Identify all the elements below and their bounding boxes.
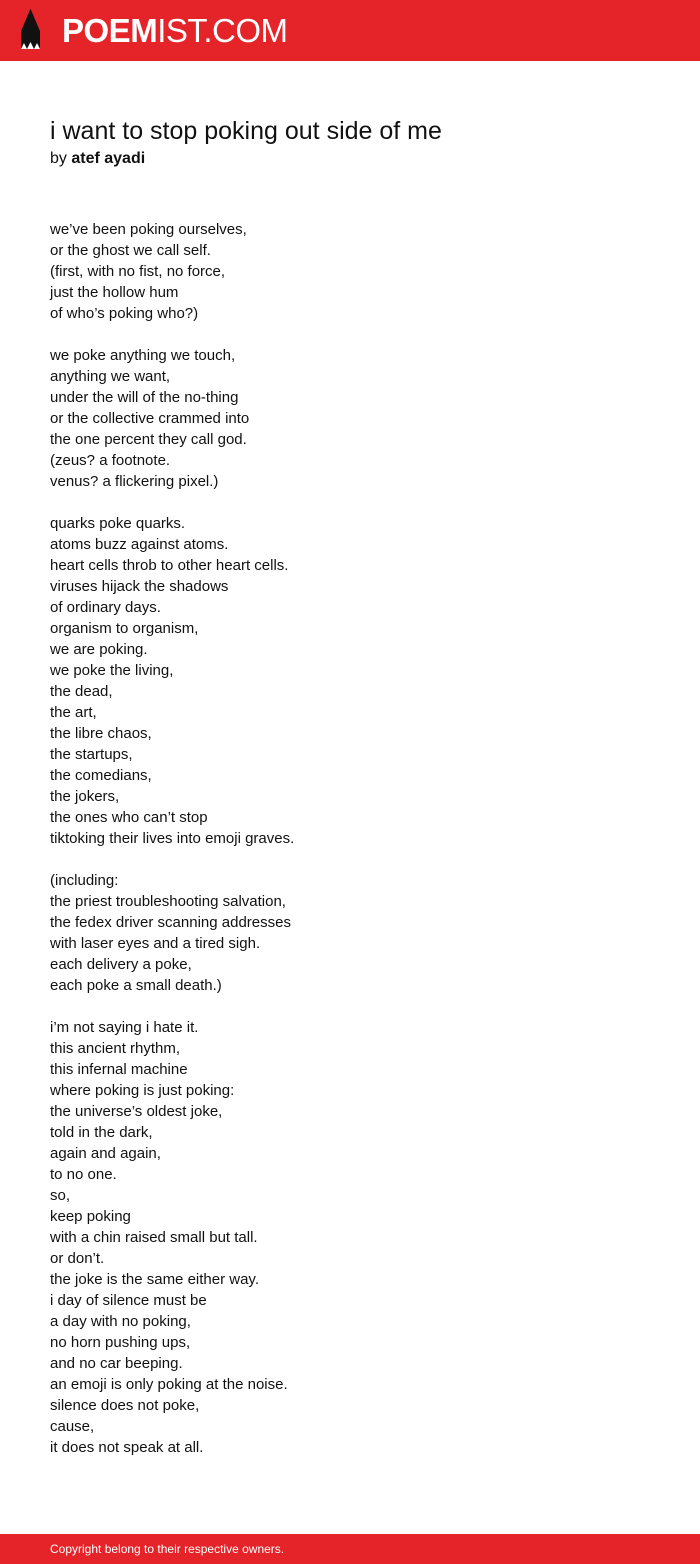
poem-line: we poke anything we touch, — [50, 347, 236, 364]
poem-line: the comedians, — [50, 767, 152, 784]
poem-stanza — [50, 219, 650, 324]
poem-line: the ones who can’t stop — [50, 809, 208, 826]
poem-line: organism to organism, — [50, 620, 199, 637]
poem-line: where poking is just poking: — [50, 1082, 235, 1099]
poem-line: of who’s poking who?) — [50, 305, 199, 322]
poem-line: i day of silence must be — [50, 1292, 207, 1309]
poem-line: with a chin raised small but tall. — [50, 1229, 258, 1246]
site-footer — [0, 1534, 700, 1564]
byline — [50, 148, 145, 170]
poem-line: this ancient rhythm, — [50, 1040, 181, 1057]
poem-line: heart cells throb to other heart cells. — [50, 557, 289, 574]
poem-body — [50, 219, 650, 1479]
poem-line: each delivery a poke, — [50, 956, 192, 973]
poem-line: or the ghost we call self. — [50, 242, 211, 259]
poem-line: we poke the living, — [50, 662, 174, 679]
poem-line: a day with no poking, — [50, 1313, 191, 1330]
pencil-icon[interactable] — [18, 9, 43, 51]
poem-line: told in the dark, — [50, 1124, 153, 1141]
poem-line: i’m not saying i hate it. — [50, 1019, 199, 1036]
poem-line: we are poking. — [50, 641, 148, 658]
poem-line: each poke a small death.) — [50, 977, 222, 994]
poem-line: tiktoking their lives into emoji graves. — [50, 830, 295, 847]
poem-line: the universe’s oldest joke, — [50, 1103, 223, 1120]
poem-line: the fedex driver scanning addresses — [50, 914, 291, 931]
author-name: atef ayadi — [71, 150, 146, 167]
poem-stanza — [50, 1017, 650, 1458]
poem-line: again and again, — [50, 1145, 161, 1162]
poem-line: keep poking — [50, 1208, 131, 1225]
poem-title: i want to stop poking out side of me — [50, 117, 442, 145]
poem-line: viruses hijack the shadows — [50, 578, 229, 595]
poem-line: (zeus? a footnote. — [50, 452, 171, 469]
poem-line: the libre chaos, — [50, 725, 152, 742]
poem-stanza — [50, 870, 650, 996]
site-logo[interactable] — [62, 10, 288, 52]
poem-line: this infernal machine — [50, 1061, 188, 1078]
poem-line: anything we want, — [50, 368, 171, 385]
poem-line: to no one. — [50, 1166, 117, 1183]
poem-line: under the will of the no-thing — [50, 389, 239, 406]
by-label: by — [50, 150, 67, 167]
poem-line: and no car beeping. — [50, 1355, 183, 1372]
poem-line: no horn pushing ups, — [50, 1334, 191, 1351]
poem-line: an emoji is only poking at the noise. — [50, 1376, 288, 1393]
site-header — [0, 0, 700, 61]
poem-line: of ordinary days. — [50, 599, 161, 616]
poem-line: silence does not poke, — [50, 1397, 200, 1414]
poem-line: venus? a flickering pixel.) — [50, 473, 219, 490]
poem-line: the one percent they call god. — [50, 431, 247, 448]
poem-stanza — [50, 345, 650, 492]
poem-line: the priest troubleshooting salvation, — [50, 893, 286, 910]
poem-line: quarks poke quarks. — [50, 515, 186, 532]
poem-line: the dead, — [50, 683, 113, 700]
poem-line: the joke is the same either way. — [50, 1271, 259, 1288]
poem-line: atoms buzz against atoms. — [50, 536, 229, 553]
poem-line: cause, — [50, 1418, 95, 1435]
poem-line: so, — [50, 1187, 71, 1204]
poem-line: it does not speak at all. — [50, 1439, 204, 1456]
poem-line: or don’t. — [50, 1250, 105, 1267]
poem-line: the jokers, — [50, 788, 120, 805]
copyright-text: Copyright belong to their respective owners. — [50, 1542, 285, 1556]
poem-line: (first, with no fist, no force, — [50, 263, 226, 280]
poem-line: the art, — [50, 704, 97, 721]
poem-stanza — [50, 513, 650, 849]
poem-line: or the collective crammed into — [50, 410, 250, 427]
poem-line: with laser eyes and a tired sigh. — [50, 935, 261, 952]
poem-line: the startups, — [50, 746, 133, 763]
logo-bold-text: POEM — [62, 12, 158, 49]
logo-light-text: IST.COM — [157, 12, 288, 49]
poem-line: (including: — [50, 872, 119, 889]
poem-line: we’ve been poking ourselves, — [50, 221, 247, 238]
poem-line: just the hollow hum — [50, 284, 179, 301]
